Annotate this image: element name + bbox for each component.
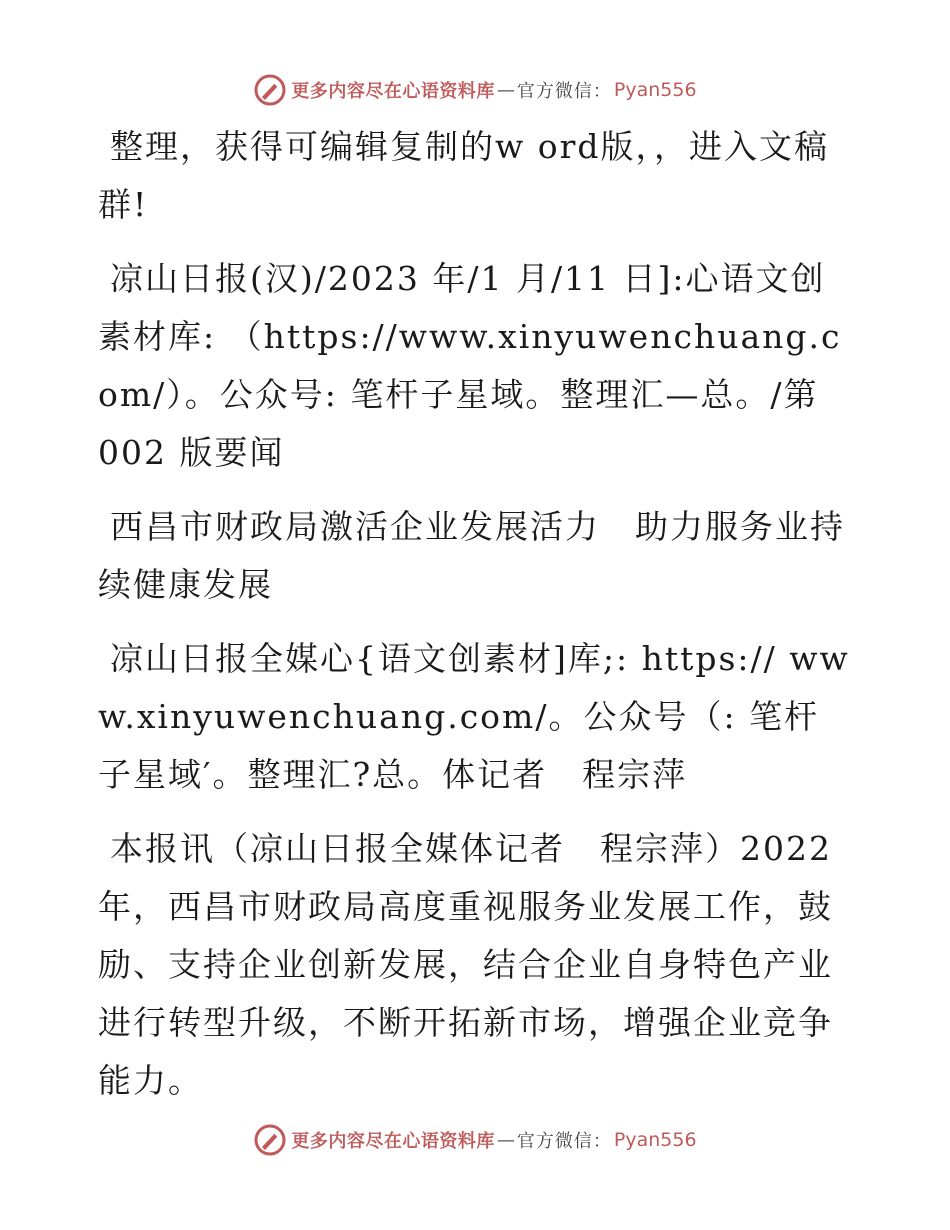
- paragraph-body: 本报讯（凉山日报全媒体记者 程宗萍）2022年，西昌市财政局高度重视服务业发展工作，鼓励、支持企业创新发展，结合企业自身特色产业进行转型升级，不断开拓新市场，增强企业竞争能力。: [98, 829, 833, 1100]
- pen-logo-icon: [253, 73, 287, 107]
- paragraph-source: 凉山日报(汉)/2023 年/1 月/11 日]:心语文创素材库: （https://www.xinyuwenchuang.com/）。公众号: 笔杆子星域。整理汇—总。/第 002 版要闻: [98, 259, 842, 472]
- banner-dash: —: [496, 1129, 515, 1151]
- banner-wechat-label: 官方微信：: [516, 1131, 612, 1152]
- paragraph-byline: 凉山日报全媒心{语文创素材]库;: https:// www.xinyuwenchuang.com/。公众号（: 笔杆子星域′。整理汇?总。体记者 程宗萍: [98, 639, 850, 794]
- banner-dash: —: [496, 79, 515, 101]
- paragraph-intro: 整理，获得可编辑复制的w ord版，，进入文稿群!: [98, 127, 830, 224]
- pen-logo-icon: [253, 1123, 287, 1157]
- banner-text: 更多内容尽在心语资料库: [291, 1131, 495, 1152]
- banner-text: 更多内容尽在心语资料库: [291, 81, 495, 102]
- banner-wechat-label: 官方微信：: [516, 81, 612, 102]
- article-title: 西昌市财政局激活企业发展活力 助力服务业持续健康发展: [98, 507, 845, 604]
- banner-wechat-id: Pyan556: [613, 79, 697, 101]
- header-banner: [0, 70, 950, 110]
- document-body: [98, 118, 850, 1126]
- banner-wechat-id: Pyan556: [613, 1129, 697, 1151]
- footer-banner: [0, 1120, 950, 1160]
